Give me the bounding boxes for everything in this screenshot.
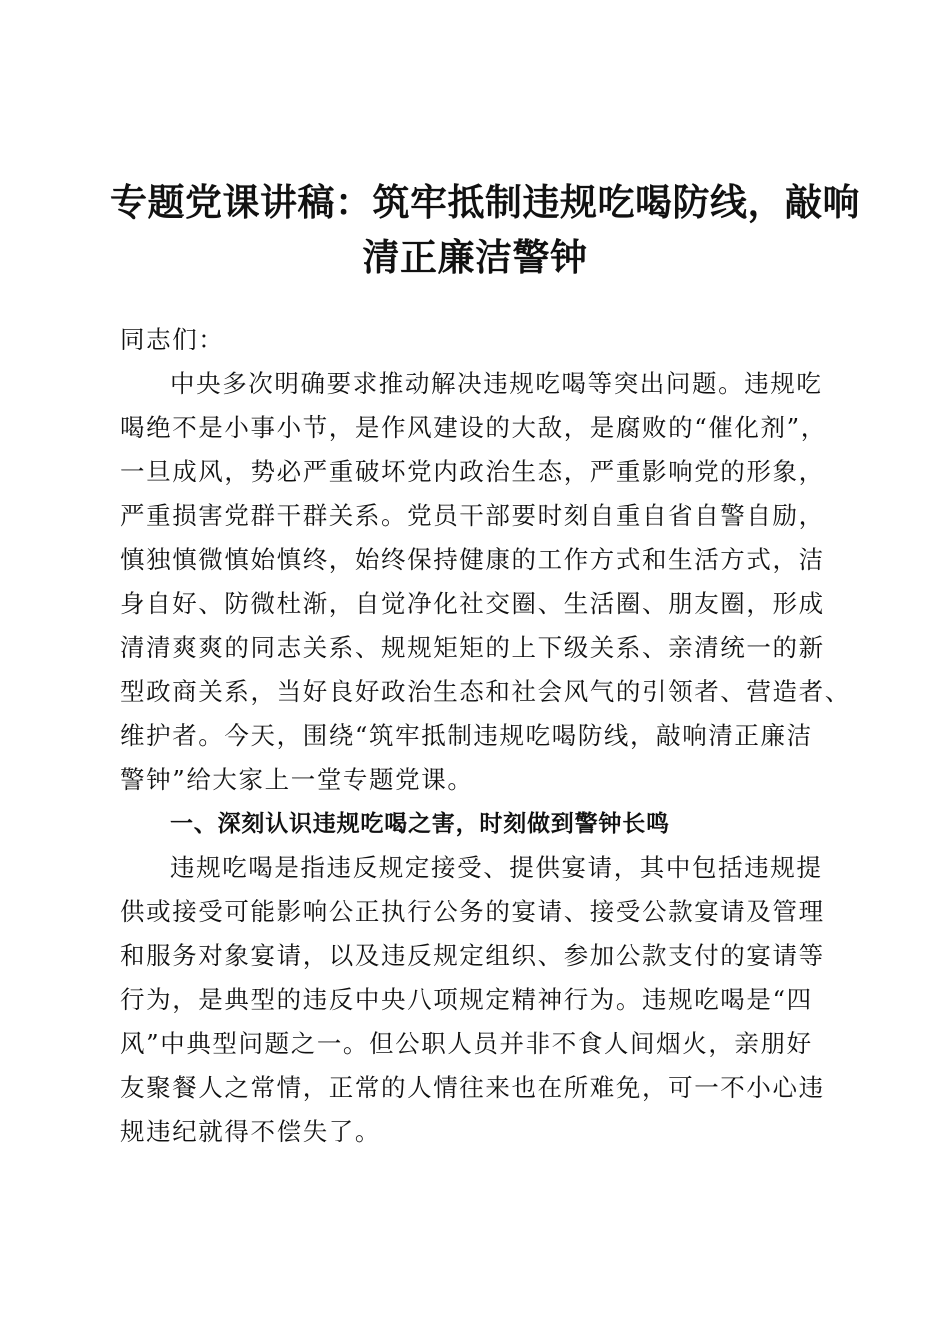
paragraph-line: 清清爽爽的同志关系、规规矩矩的上下级关系、亲清统一的新 bbox=[120, 633, 825, 662]
paragraph-line: 慎独慎微慎始慎终，始终保持健康的工作方式和生活方式，洁 bbox=[120, 545, 825, 574]
paragraph-line: 和服务对象宴请，以及违反规定组织、参加公款支付的宴请等 bbox=[120, 941, 825, 970]
paragraph-line: 违规吃喝是指违反规定接受、提供宴请，其中包括违规提 bbox=[170, 853, 823, 882]
salutation: 同志们： bbox=[120, 325, 225, 354]
document-title bbox=[110, 175, 860, 285]
paragraph-line: 喝绝不是小事小节，是作风建设的大敌，是腐败的“催化剂”， bbox=[120, 413, 827, 442]
paragraph-section-1 bbox=[120, 846, 832, 1154]
paragraph-line: 友聚餐人之常情，正常的人情往来也在所难免，可一不小心违 bbox=[120, 1073, 825, 1102]
paragraph-line: 一旦成风，势必严重破坏党内政治生态，严重影响党的形象， bbox=[120, 457, 825, 486]
title-line-1: 专题党课讲稿：筑牢抵制违规吃喝防线，敲响 bbox=[110, 180, 860, 224]
paragraph-line: 维护者。今天，围绕“筑牢抵制违规吃喝防线，敲响清正廉洁 bbox=[120, 721, 813, 750]
document-body bbox=[120, 318, 851, 1154]
paragraph-line: 警钟”给大家上一堂专题党课。 bbox=[120, 765, 474, 794]
paragraph-line: 风”中典型问题之一。但公职人员并非不食人间烟火，亲朋好 bbox=[120, 1029, 813, 1058]
paragraph-line: 严重损害党群干群关系。党员干部要时刻自重自省自警自励， bbox=[120, 501, 825, 530]
paragraph-intro bbox=[120, 362, 851, 802]
paragraph-line: 行为，是典型的违反中央八项规定精神行为。违规吃喝是“四 bbox=[120, 985, 813, 1014]
paragraph-line: 型政商关系，当好良好政治生态和社会风气的引领者、营造者、 bbox=[120, 677, 851, 706]
paragraph-line: 供或接受可能影响公正执行公务的宴请、接受公款宴请及管理 bbox=[120, 897, 825, 926]
section-heading: 一、深刻认识违规吃喝之害，时刻做到警钟长鸣 bbox=[170, 811, 670, 837]
paragraph-line: 规违纪就得不偿失了。 bbox=[120, 1117, 381, 1146]
paragraph-line: 身自好、防微杜渐，自觉净化社交圈、生活圈、朋友圈，形成 bbox=[120, 589, 825, 618]
paragraph-line: 中央多次明确要求推动解决违规吃喝等突出问题。违规吃 bbox=[170, 369, 823, 398]
title-line-2: 清正廉洁警钟 bbox=[362, 235, 588, 279]
